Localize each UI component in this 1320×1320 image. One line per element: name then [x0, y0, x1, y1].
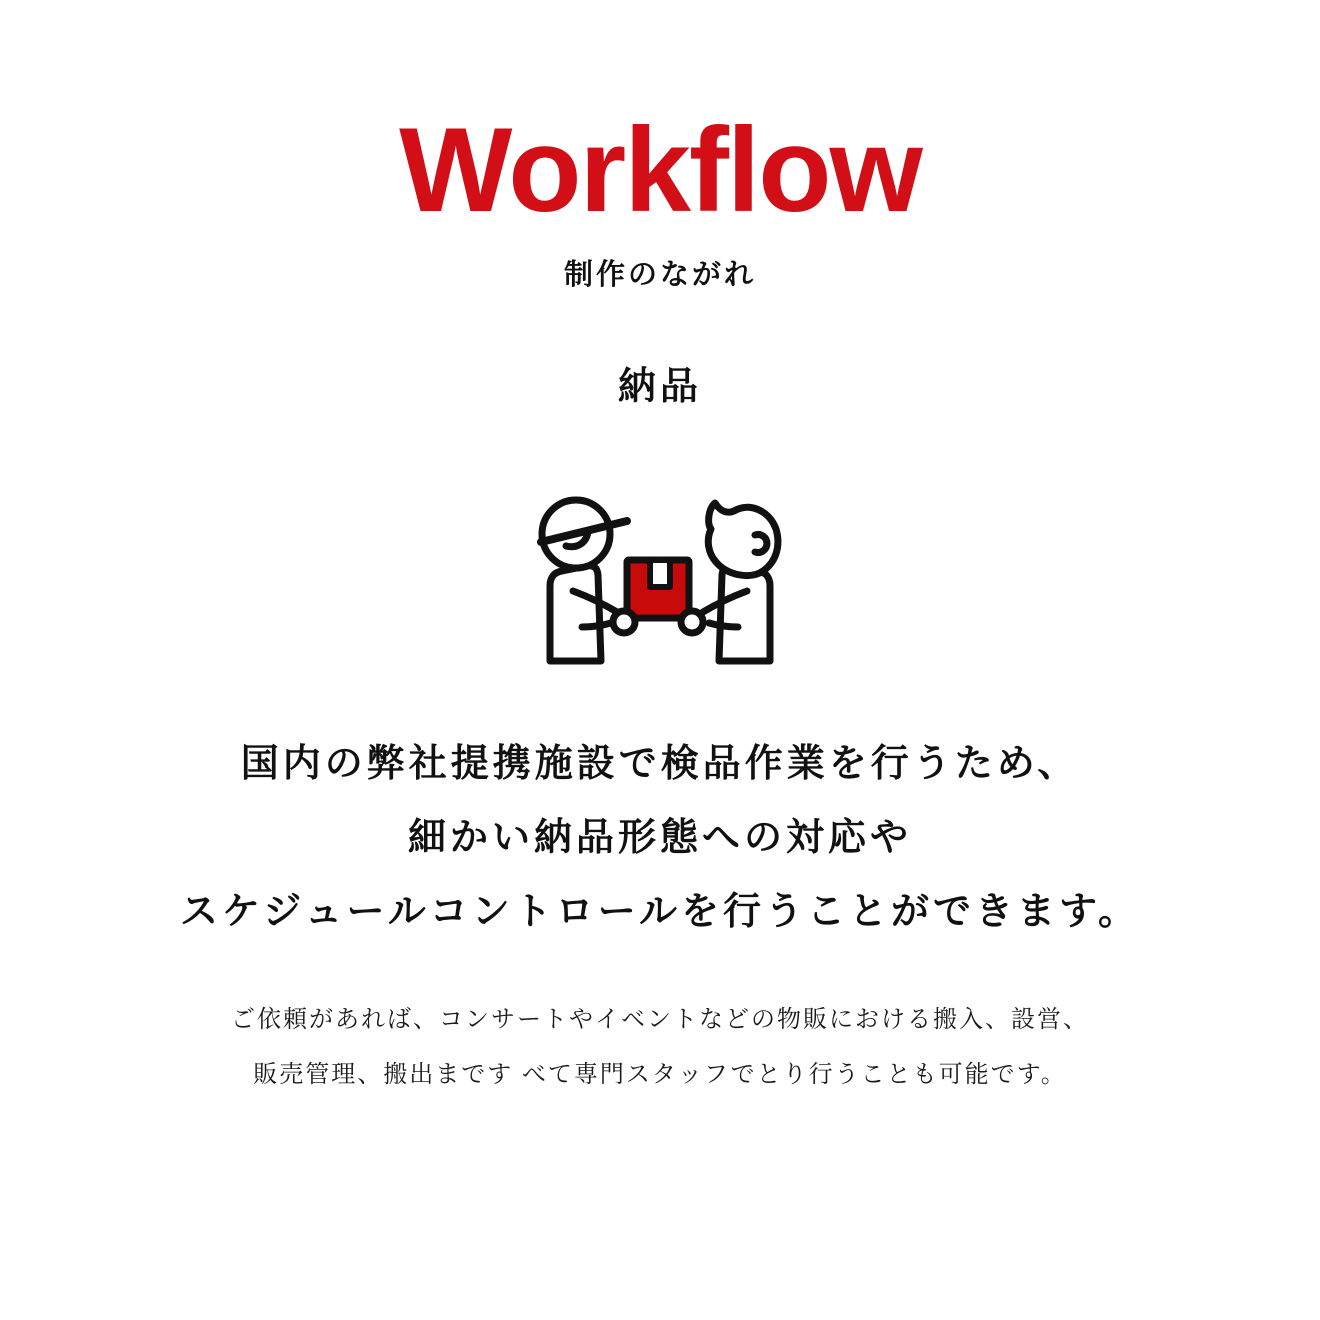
icon-container [0, 494, 1320, 666]
customer-body [719, 566, 770, 661]
courier-hand [613, 611, 635, 633]
courier-body [550, 566, 601, 661]
lead-line-3: スケジュールコントロールを行うことができます。 [180, 891, 1140, 933]
package-tape-tab [650, 560, 670, 587]
courier-arm-lower [582, 623, 611, 627]
section-heading-delivery: 納品 [617, 366, 702, 408]
page-title: Workflow [399, 103, 921, 237]
lead-line-1: 国内の弊社提携施設で検品作業を行うため、 [240, 743, 1080, 785]
body-line-2: 販売管理、搬出まです べて専門スタッフでとり行うことも可能です。 [253, 1061, 1067, 1088]
lead-line-2: 細かい納品形態への対応や [407, 817, 912, 859]
page-subtitle: 制作のながれ [563, 259, 756, 291]
body-line-1: ご依頼があれば、コンサートやイベントなどの物販における搬入、設営、 [231, 1006, 1089, 1033]
lead-paragraph [0, 727, 1320, 949]
customer-arm-lower [709, 623, 738, 627]
customer-hand [681, 611, 703, 633]
delivery-handoff-icon [535, 494, 785, 666]
body-paragraph [0, 992, 1320, 1102]
